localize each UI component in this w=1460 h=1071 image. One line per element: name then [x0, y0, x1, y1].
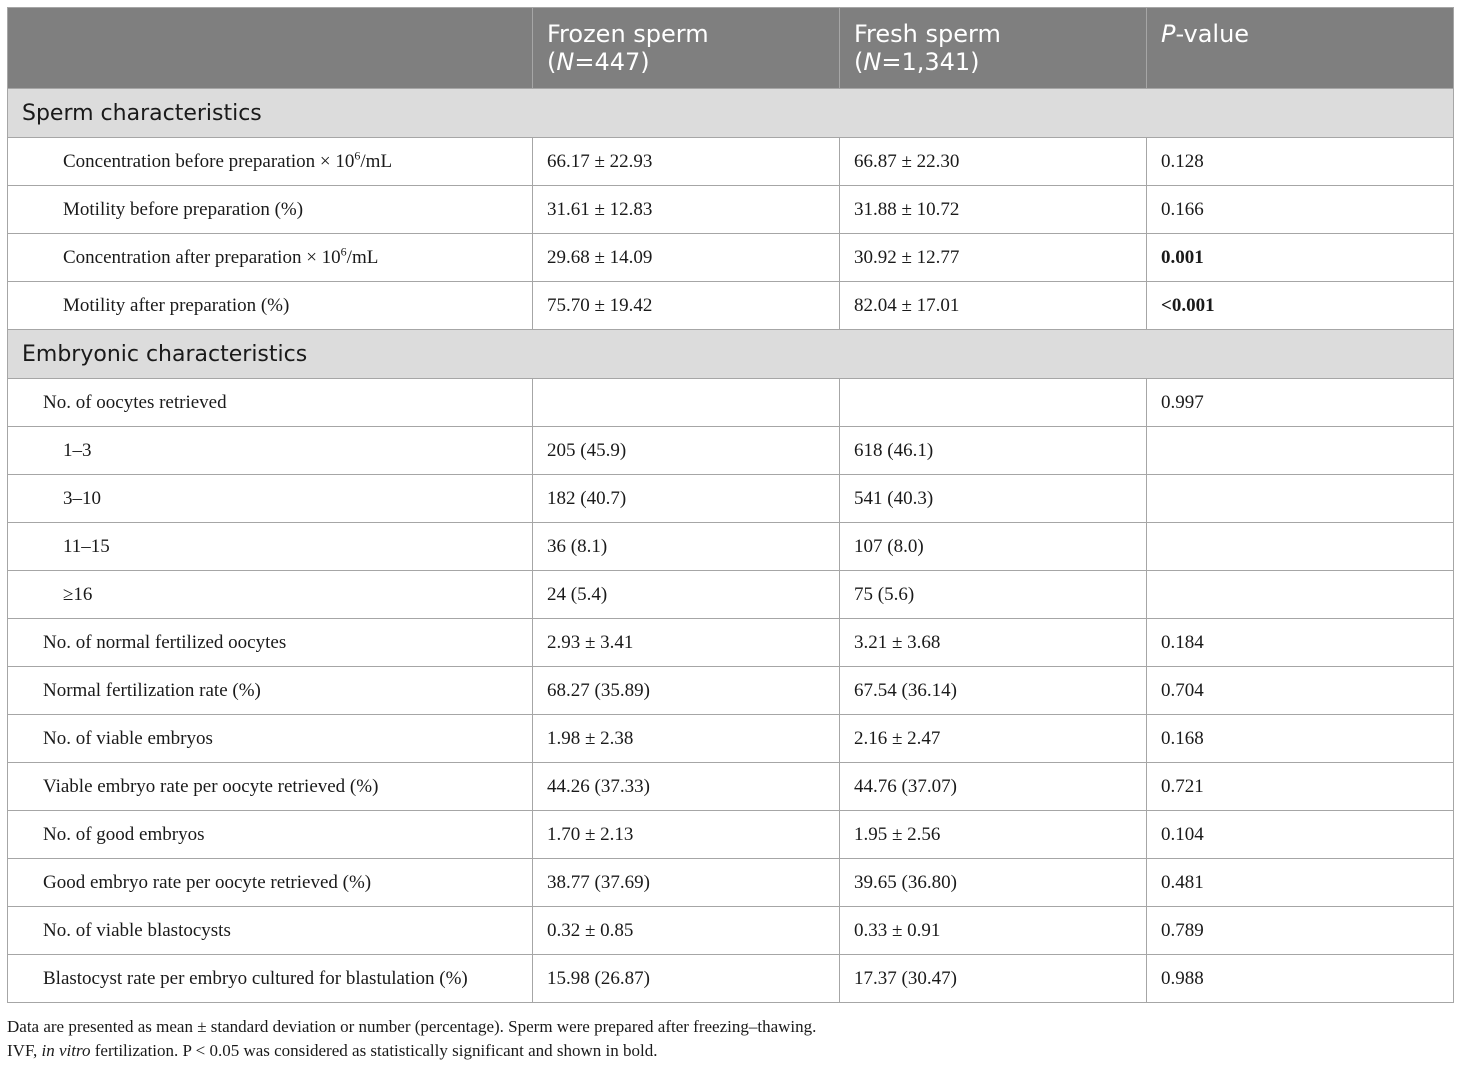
frozen-value: 182 (40.7) — [533, 475, 840, 523]
table-row — [8, 186, 1454, 234]
table-row — [8, 763, 1454, 811]
header-p-value: P-value — [1147, 8, 1454, 89]
fresh-value: 17.37 (30.47) — [840, 955, 1147, 1003]
fresh-value — [840, 379, 1147, 427]
frozen-value: 31.61 ± 12.83 — [533, 186, 840, 234]
row-label: No. of viable blastocysts — [8, 907, 533, 955]
fresh-value: 44.76 (37.07) — [840, 763, 1147, 811]
table-row — [8, 619, 1454, 667]
fresh-value: 66.87 ± 22.30 — [840, 138, 1147, 186]
table-row — [8, 475, 1454, 523]
frozen-value: 205 (45.9) — [533, 427, 840, 475]
fresh-value: 3.21 ± 3.68 — [840, 619, 1147, 667]
p-value-significant: <0.001 — [1147, 282, 1454, 330]
fresh-value: 2.16 ± 2.47 — [840, 715, 1147, 763]
fresh-value: 82.04 ± 17.01 — [840, 282, 1147, 330]
p-value: 0.168 — [1147, 715, 1454, 763]
row-label: 11–15 — [8, 523, 533, 571]
table-container — [7, 7, 1453, 1003]
header-frozen-sperm — [533, 8, 840, 89]
results-table — [7, 7, 1454, 1003]
p-value: 0.997 — [1147, 379, 1454, 427]
fresh-value: 107 (8.0) — [840, 523, 1147, 571]
frozen-value: 36 (8.1) — [533, 523, 840, 571]
row-label: No. of oocytes retrieved — [8, 379, 533, 427]
p-value — [1147, 475, 1454, 523]
p-value: 0.704 — [1147, 667, 1454, 715]
fresh-value: 67.54 (36.14) — [840, 667, 1147, 715]
section-row-embryonic — [8, 330, 1454, 379]
fresh-value: 541 (40.3) — [840, 475, 1147, 523]
frozen-value: 75.70 ± 19.42 — [533, 282, 840, 330]
p-value — [1147, 427, 1454, 475]
p-value: 0.184 — [1147, 619, 1454, 667]
fresh-value: 618 (46.1) — [840, 427, 1147, 475]
fresh-value: 0.33 ± 0.91 — [840, 907, 1147, 955]
row-label: No. of normal fertilized oocytes — [8, 619, 533, 667]
p-value: 0.104 — [1147, 811, 1454, 859]
table-row — [8, 427, 1454, 475]
row-label: Blastocyst rate per embryo cultured for blastulation (%) — [8, 955, 533, 1003]
section-title: Embryonic characteristics — [8, 330, 1454, 379]
table-row — [8, 907, 1454, 955]
header-fresh-title: Fresh sperm — [854, 20, 1001, 48]
p-value: 0.481 — [1147, 859, 1454, 907]
p-value: 0.988 — [1147, 955, 1454, 1003]
p-value: 0.721 — [1147, 763, 1454, 811]
frozen-value: 66.17 ± 22.93 — [533, 138, 840, 186]
header-empty-cell — [8, 8, 533, 89]
table-row — [8, 138, 1454, 186]
table-row — [8, 379, 1454, 427]
row-label: 1–3 — [8, 427, 533, 475]
footnote-line-1: Data are presented as mean ± standard deviation or number (percentage). Sperm were prepared after freezing–thawing. — [7, 1017, 817, 1036]
row-label: 3–10 — [8, 475, 533, 523]
table-header-row — [8, 8, 1454, 89]
table-row — [8, 955, 1454, 1003]
p-value: 0.128 — [1147, 138, 1454, 186]
frozen-value: 68.27 (35.89) — [533, 667, 840, 715]
row-label: ≥16 — [8, 571, 533, 619]
table-footnotes — [7, 1015, 1453, 1063]
row-label: Motility after preparation (%) — [8, 282, 533, 330]
frozen-value: 1.98 ± 2.38 — [533, 715, 840, 763]
frozen-value — [533, 379, 840, 427]
table-row — [8, 523, 1454, 571]
row-label: No. of viable embryos — [8, 715, 533, 763]
table-row — [8, 667, 1454, 715]
row-label: Normal fertilization rate (%) — [8, 667, 533, 715]
fresh-value: 30.92 ± 12.77 — [840, 234, 1147, 282]
p-value — [1147, 571, 1454, 619]
header-fresh-sperm — [840, 8, 1147, 89]
section-row-sperm — [8, 89, 1454, 138]
row-label: Concentration after preparation × $10^6/mL$ — [8, 234, 533, 282]
p-value — [1147, 523, 1454, 571]
frozen-value: 29.68 ± 14.09 — [533, 234, 840, 282]
row-label: No. of good embryos — [8, 811, 533, 859]
frozen-value: 24 (5.4) — [533, 571, 840, 619]
row-label: Good embryo rate per oocyte retrieved (%) — [8, 859, 533, 907]
fresh-value: 39.65 (36.80) — [840, 859, 1147, 907]
p-value-significant: 0.001 — [1147, 234, 1454, 282]
table-row — [8, 571, 1454, 619]
footnote-line-2: IVF, in vitro fertilization. P < 0.05 was considered as statistically significant and shown in bold. — [7, 1041, 658, 1060]
row-label: Viable embryo rate per oocyte retrieved (%) — [8, 763, 533, 811]
row-label: Concentration before preparation × $10^6/mL$ — [8, 138, 533, 186]
frozen-value: 0.32 ± 0.85 — [533, 907, 840, 955]
table-row — [8, 859, 1454, 907]
header-fresh-n: (N=1,341) — [854, 48, 980, 76]
frozen-value: 15.98 (26.87) — [533, 955, 840, 1003]
header-frozen-n: (N=447) — [547, 48, 650, 76]
frozen-value: 1.70 ± 2.13 — [533, 811, 840, 859]
frozen-value: 2.93 ± 3.41 — [533, 619, 840, 667]
fresh-value: 31.88 ± 10.72 — [840, 186, 1147, 234]
row-label: Motility before preparation (%) — [8, 186, 533, 234]
fresh-value: 75 (5.6) — [840, 571, 1147, 619]
table-row — [8, 234, 1454, 282]
frozen-value: 38.77 (37.69) — [533, 859, 840, 907]
table-row — [8, 715, 1454, 763]
section-title: Sperm characteristics — [8, 89, 1454, 138]
frozen-value: 44.26 (37.33) — [533, 763, 840, 811]
table-row — [8, 811, 1454, 859]
p-value: 0.166 — [1147, 186, 1454, 234]
header-frozen-title: Frozen sperm — [547, 20, 709, 48]
p-value: 0.789 — [1147, 907, 1454, 955]
table-row — [8, 282, 1454, 330]
fresh-value: 1.95 ± 2.56 — [840, 811, 1147, 859]
